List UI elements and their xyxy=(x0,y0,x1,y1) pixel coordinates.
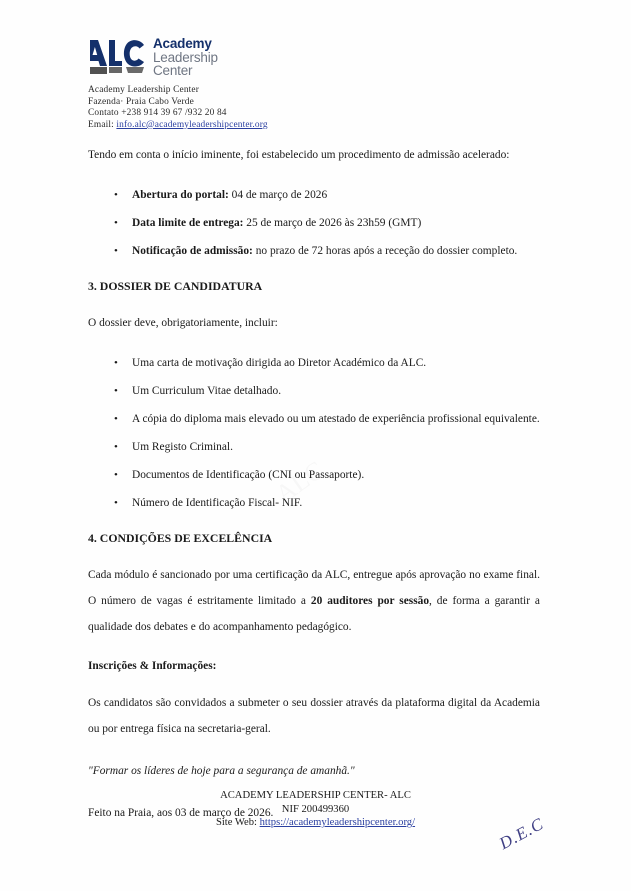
section-3-heading: 3. DOSSIER DE CANDIDATURA xyxy=(88,279,263,293)
list-item: • Um Curriculum Vitae detalhado. xyxy=(132,380,540,402)
alc-logo xyxy=(88,36,388,82)
section-4-text-after: , de forma a garantir a qualidade dos debates e do acompanhamento pedagógico. xyxy=(88,595,540,633)
dossier-list xyxy=(88,352,540,514)
footer-nif: NIF 200499360 xyxy=(281,803,350,815)
footer-site-url[interactable]: https://academyleadershipcenter.org/ xyxy=(259,817,416,829)
logo-word-academy: Academy xyxy=(153,36,212,51)
schedule-label: Notificação de admissão: xyxy=(132,245,253,257)
contact-email-link[interactable]: info.alc@academyleadershipcenter.org xyxy=(116,119,268,130)
footer-site-label: Site Web: xyxy=(215,817,260,829)
schedule-text: 25 de março de 2026 às 23h59 (GMT) xyxy=(243,217,422,229)
footer-org: ACADEMY LEADERSHIP CENTER- ALC xyxy=(220,790,411,801)
section-4-text-before: Cada módulo é sancionado por uma certificação da ALC, entregue após aprovação no exame final. O número de vagas é estritamente limitado a xyxy=(88,569,540,607)
section-4-emphasis: 20 auditores por sessão xyxy=(310,595,430,607)
section-3-lead: O dossier deve, obrigatoriamente, incluir: xyxy=(88,317,278,329)
schedule-label: Data limite de entrega: xyxy=(132,217,244,229)
letterhead xyxy=(88,36,388,131)
submission-paragraph: Os candidatos são convidados a submeter o seu dossier através da plataforma digital da Academia ou por entrega física na secretaria-geral. xyxy=(88,697,540,735)
schedule-text: 04 de março de 2026 xyxy=(228,189,328,201)
handwritten-initials: D.E.C xyxy=(496,814,547,854)
section-4-heading: 4. CONDIÇÕES DE EXCELÊNCIA xyxy=(88,531,273,545)
logo-word-center: Center xyxy=(153,63,193,78)
contact-email-label: Email: xyxy=(88,119,114,130)
contact-block xyxy=(88,85,388,131)
list-item: • Número de Identificação Fiscal- NIF. xyxy=(132,492,540,514)
alc-logo-mark-icon xyxy=(88,36,150,80)
schedule-label: Abertura do portal: xyxy=(132,189,229,201)
place-and-date: Feito na Praia, aos 03 de março de 2026. xyxy=(88,807,274,819)
logo-word-leadership: Leadership xyxy=(153,49,218,65)
contact-org: Academy Leadership Center xyxy=(88,85,199,95)
document-body xyxy=(88,142,540,834)
inscricoes-subheading: Inscrições & Informações: xyxy=(88,660,217,672)
intro-paragraph: Tendo em conta o início iminente, foi estabelecido um procedimento de admissão acelerado: xyxy=(88,149,510,161)
schedule-text: no prazo de 72 horas após a receção do dossier completo. xyxy=(252,245,518,257)
contact-phone: Contato +238 914 39 67 /932 20 84 xyxy=(88,108,227,119)
alc-logo-wordmark xyxy=(153,37,218,78)
list-item: • A cópia do diploma mais elevado ou um atestado de experiência profissional equivalente. xyxy=(132,408,540,430)
list-item: • Documentos de Identificação (CNI ou Passaporte). xyxy=(132,464,540,486)
list-item xyxy=(132,212,540,234)
list-item xyxy=(132,240,540,262)
contact-email-line xyxy=(88,120,388,132)
schedule-list xyxy=(88,184,540,262)
section-4-paragraph xyxy=(88,562,540,640)
list-item: • Um Registo Criminal. xyxy=(132,436,540,458)
list-item: • Uma carta de motivação dirigida ao Diretor Académico da ALC. xyxy=(132,352,540,374)
contact-address: Fazenda· Praia Cabo Verde xyxy=(88,96,194,107)
list-item xyxy=(132,184,540,206)
motto-quote: "Formar os líderes de hoje para a segurança de amanhã." xyxy=(88,765,355,777)
